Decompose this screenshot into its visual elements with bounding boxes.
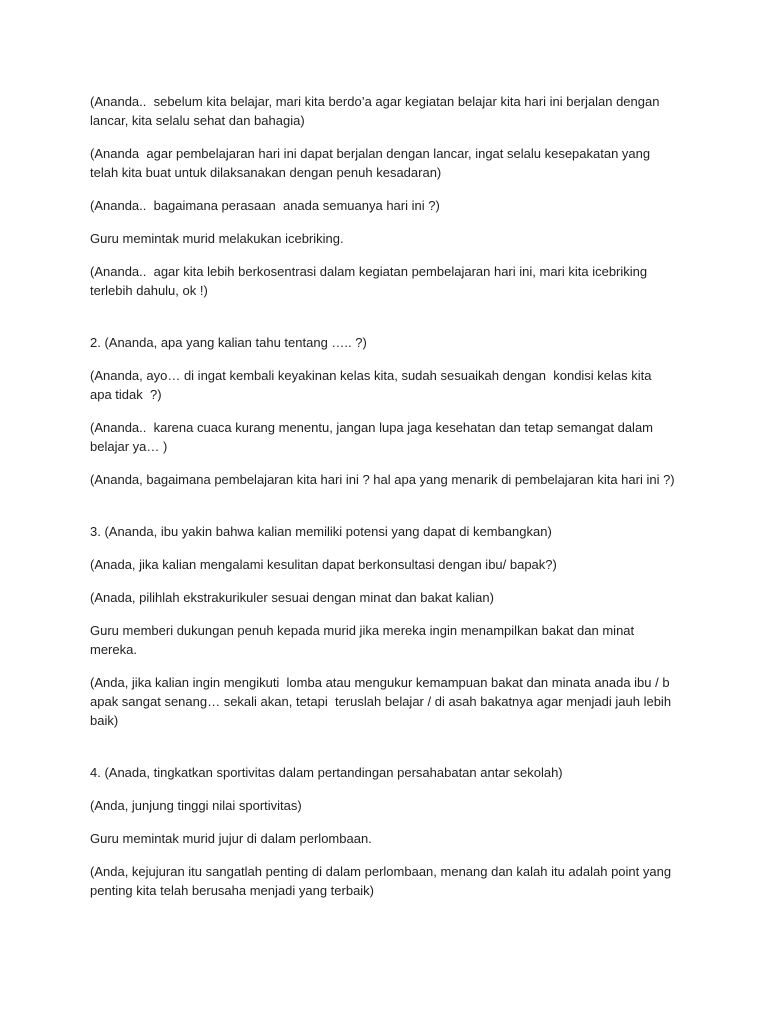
paragraph-1-5: (Ananda.. agar kita lebih berkosentrasi dalam kegiatan pembelajaran hari ini, mari kita icebriking terlebih dahulu, ok !) [90,264,651,298]
paragraph-2-1: 2. (Ananda, apa yang kalian tahu tentang ….. ?) [90,335,367,350]
paragraph-3-4: Guru memberi dukungan penuh kepada murid jika mereka ingin menampilkan bakat dan minat mereka. [90,623,638,657]
paragraph-4-1: 4. (Anada, tingkatkan sportivitas dalam pertandingan persahabatan antar sekolah) [90,765,563,780]
paragraph-1-2: (Ananda agar pembelajaran hari ini dapat berjalan dengan lancar, ingat selalu kesepakatan yang telah kita buat untuk dilaksanakan dengan penuh kesadaran) [90,146,654,180]
paragraph-3-5: (Anda, jika kalian ingin mengikuti lomba atau mengukur kemampuan bakat dan minata anada ibu / b apak sangat senang… sekali akan, tetapi teruslah belajar / di asah bakatnya agar menjadi jauh lebih baik) [90,675,675,728]
paragraph-2-3: (Ananda.. karena cuaca kurang menentu, jangan lupa jaga kesehatan dan tetap semangat dalam belajar ya… ) [90,420,657,454]
paragraph-1-3: (Ananda.. bagaimana perasaan anada semuanya hari ini ?) [90,198,440,213]
document-body [90,92,676,900]
paragraph-1-4: Guru memintak murid melakukan icebriking. [90,231,344,246]
paragraph-2-2: (Ananda, ayo… di ingat kembali keyakinan kelas kita, sudah sesuaikah dengan kondisi kelas kita apa tidak ?) [90,368,656,402]
paragraph-3-2: (Anada, jika kalian mengalami kesulitan dapat berkonsultasi dengan ibu/ bapak?) [90,557,557,572]
paragraph-2-4: (Ananda, bagaimana pembelajaran kita hari ini ? hal apa yang menarik di pembelajaran kita hari ini ?) [90,472,675,487]
paragraph-4-2: (Anda, junjung tinggi nilai sportivitas) [90,798,302,813]
paragraph-3-1: 3. (Ananda, ibu yakin bahwa kalian memiliki potensi yang dapat di kembangkan) [90,524,552,539]
paragraph-1-1: (Ananda.. sebelum kita belajar, mari kita berdo’a agar kegiatan belajar kita hari ini berjalan dengan lancar, kita selalu sehat dan bahagia) [90,94,664,128]
paragraph-4-4: (Anda, kejujuran itu sangatlah penting di dalam perlombaan, menang dan kalah itu adalah point yang penting kita telah berusaha menjadi yang terbaik) [90,864,675,898]
paragraph-4-3: Guru memintak murid jujur di dalam perlombaan. [90,831,372,846]
paragraph-3-3: (Anada, pilihlah ekstrakurikuler sesuai dengan minat dan bakat kalian) [90,590,494,605]
